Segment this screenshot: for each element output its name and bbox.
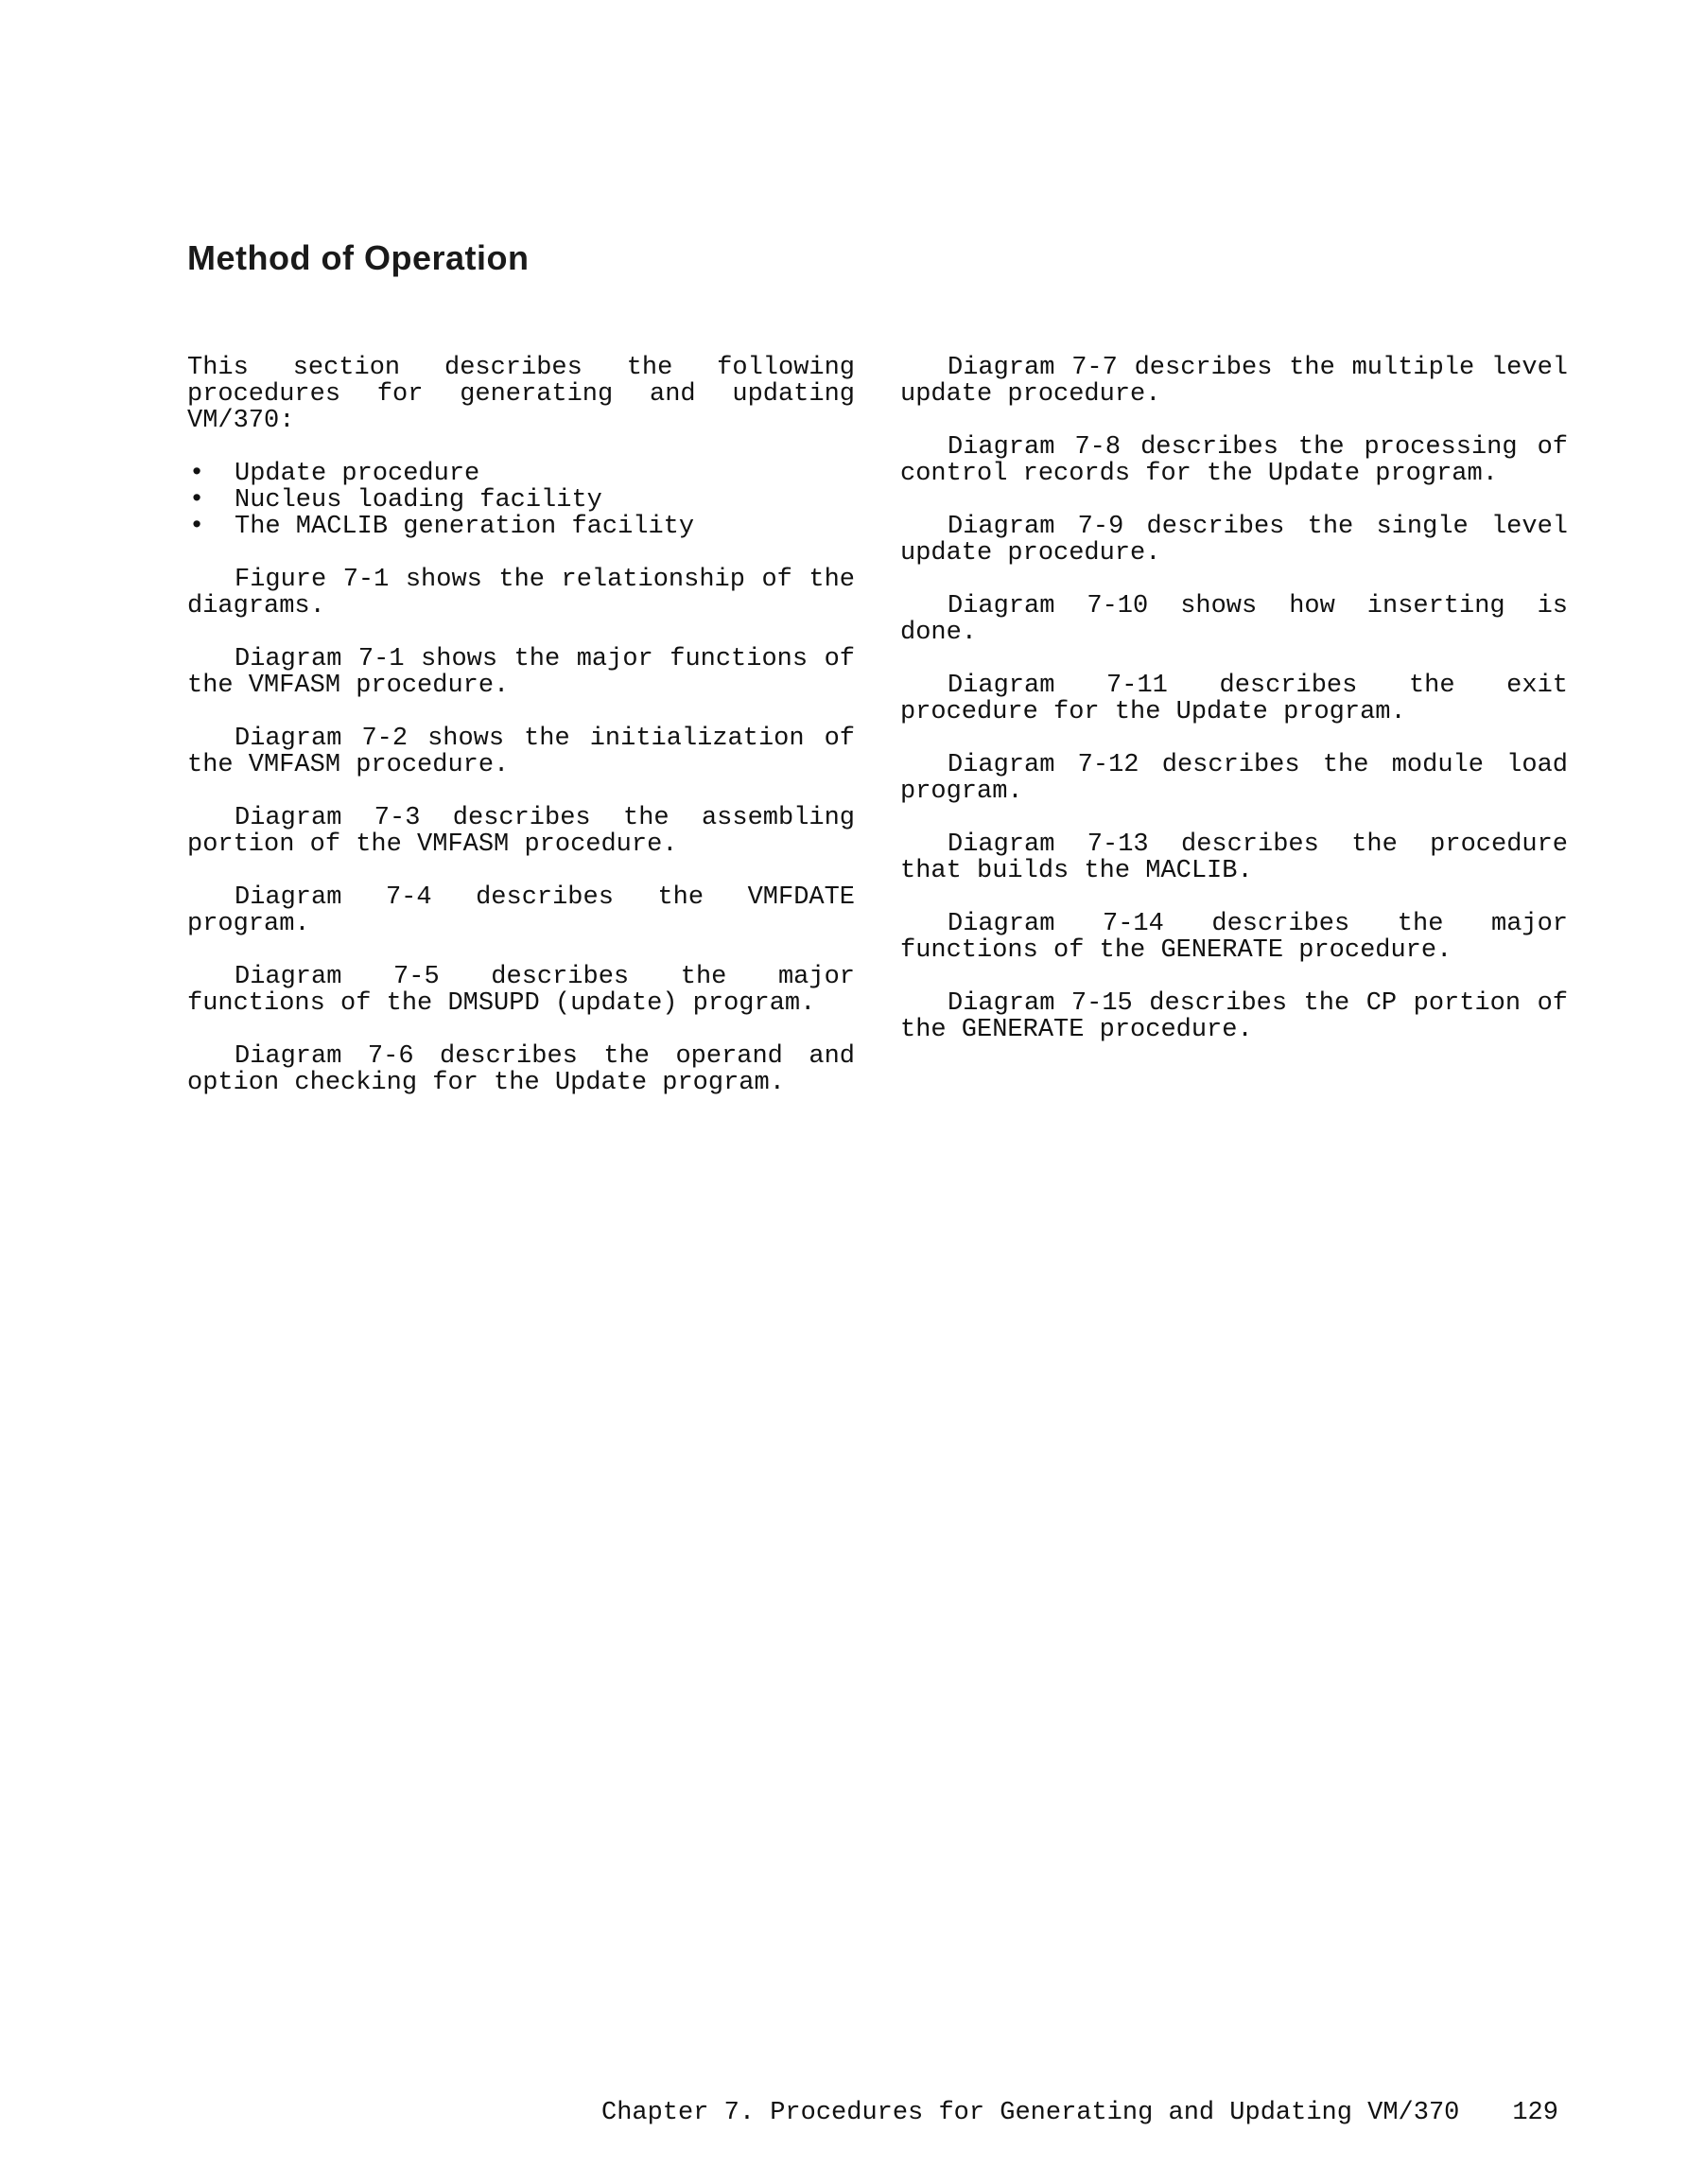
list-item-text: The MACLIB generation facility (235, 513, 695, 541)
paragraph-diagram-7-12: Diagram 7-12 describes the module load program. (900, 751, 1568, 806)
paragraph-diagram-7-2: Diagram 7-2 shows the initialization of the VMFASM procedure. (187, 725, 855, 779)
paragraph-diagram-7-11: Diagram 7-11 describes the exit procedure for the Update program. (900, 672, 1568, 726)
paragraph-diagram-7-5: Diagram 7-5 describes the major functions of the DMSUPD (update) program. (187, 963, 855, 1018)
paragraph-diagram-7-1: Diagram 7-1 shows the major functions of the VMFASM procedure. (187, 645, 855, 700)
page-number: 129 (1512, 2099, 1558, 2127)
paragraph-diagram-7-15: Diagram 7-15 describes the CP portion of the GENERATE procedure. (900, 989, 1568, 1044)
procedure-list (187, 461, 855, 540)
list-item (187, 487, 855, 514)
page-footer (601, 2100, 1558, 2126)
paragraph-diagram-7-10: Diagram 7-10 shows how inserting is done. (900, 592, 1568, 647)
footer-chapter-title: Chapter 7. Procedures for Generating and Updating VM/370 (601, 2099, 1460, 2127)
intro-paragraph: This section describes the following procedures for generating and updating VM/370: (187, 354, 855, 435)
list-item (187, 461, 855, 487)
page-title: Method of Operation (187, 238, 530, 277)
paragraph-diagram-7-6: Diagram 7-6 describes the operand and option checking for the Update program. (187, 1042, 855, 1097)
paragraph-diagram-7-13: Diagram 7-13 describes the procedure that builds the MACLIB. (900, 830, 1568, 885)
paragraph-diagram-7-9: Diagram 7-9 describes the single level update procedure. (900, 513, 1568, 568)
list-item (187, 514, 855, 540)
paragraph-diagram-7-3: Diagram 7-3 describes the assembling portion of the VMFASM procedure. (187, 804, 855, 859)
paragraph-figure-7-1: Figure 7-1 shows the relationship of the diagrams. (187, 566, 855, 620)
bullet-icon: • (189, 486, 205, 515)
paragraph-diagram-7-14: Diagram 7-14 describes the major functions of the GENERATE procedure. (900, 910, 1568, 965)
bullet-icon: • (189, 460, 205, 488)
paragraph-diagram-7-8: Diagram 7-8 describes the processing of control records for the Update program. (900, 433, 1568, 488)
right-column (900, 355, 1568, 1070)
list-item-text: Nucleus loading facility (235, 486, 602, 515)
list-item-text: Update procedure (235, 460, 480, 488)
left-column (187, 355, 855, 1123)
paragraph-diagram-7-4: Diagram 7-4 describes the VMFDATE program. (187, 883, 855, 938)
bullet-icon: • (189, 513, 205, 541)
paragraph-diagram-7-7: Diagram 7-7 describes the multiple level update procedure. (900, 354, 1568, 409)
